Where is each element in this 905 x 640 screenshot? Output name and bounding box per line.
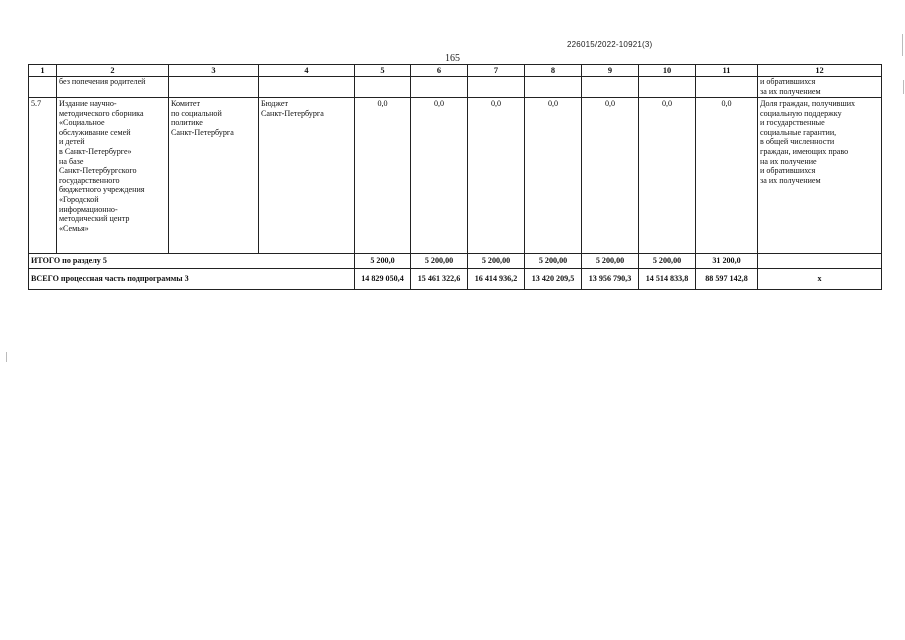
grand-total-value-cell: 13 420 209,5 [525, 269, 582, 290]
scan-edge-mark [903, 80, 904, 94]
executor-cell: Комитет по социальной политике Санкт-Петербурга [169, 98, 259, 254]
grand-total-label: ВСЕГО процессная часть подпрограммы 3 [29, 269, 355, 290]
table-cell [411, 77, 468, 98]
table-cell [758, 254, 882, 269]
not-applicable-cell: х [758, 269, 882, 290]
table-cell [696, 77, 758, 98]
table-cell [582, 77, 639, 98]
table-cell [639, 77, 696, 98]
scan-edge-mark [6, 352, 7, 362]
column-number: 2 [57, 65, 169, 77]
indicator-cell: Доля граждан, получивших социальную поддержку и государственные социальные гарантии, в общей численности граждан, имеющих право на их получение и обратившихся за их получением [758, 98, 882, 254]
grand-total-row [29, 269, 882, 290]
table-cell [29, 77, 57, 98]
column-number: 11 [696, 65, 758, 77]
table-cell [525, 77, 582, 98]
grand-total-value-cell: 16 414 936,2 [468, 269, 525, 290]
grand-total-value-cell: 15 461 322,6 [411, 269, 468, 290]
total-value-cell: 5 200,00 [639, 254, 696, 269]
value-cell: 0,0 [525, 98, 582, 254]
page-number: 165 [445, 53, 460, 64]
column-number: 6 [411, 65, 468, 77]
value-cell: 0,0 [411, 98, 468, 254]
table-cell [259, 77, 355, 98]
section-total-row [29, 254, 882, 269]
section-total-label: ИТОГО по разделу 5 [29, 254, 355, 269]
column-number: 3 [169, 65, 259, 77]
continuation-row [29, 77, 882, 98]
value-cell: 0,0 [355, 98, 411, 254]
total-value-cell: 5 200,00 [411, 254, 468, 269]
funding-source-cell: Бюджет Санкт-Петербурга [259, 98, 355, 254]
table-cell [169, 77, 259, 98]
column-number: 5 [355, 65, 411, 77]
total-value-cell: 5 200,0 [355, 254, 411, 269]
column-number: 7 [468, 65, 525, 77]
value-cell: 0,0 [639, 98, 696, 254]
grand-total-value-cell: 14 514 833,8 [639, 269, 696, 290]
column-number: 12 [758, 65, 882, 77]
document-registration-number: 226015/2022-10921(3) [567, 40, 653, 49]
table-cell [355, 77, 411, 98]
column-number: 9 [582, 65, 639, 77]
value-cell: 0,0 [696, 98, 758, 254]
table-cell [468, 77, 525, 98]
continued-indicator-cell: и обратившихся за их получением [758, 77, 882, 98]
grand-total-value-cell: 13 956 790,3 [582, 269, 639, 290]
value-cell: 0,0 [468, 98, 525, 254]
continued-name-cell: без попечения родителей [57, 77, 169, 98]
grand-total-value-cell: 88 597 142,8 [696, 269, 758, 290]
table-row-5-7 [29, 98, 882, 254]
value-cell: 0,0 [582, 98, 639, 254]
scan-edge-mark [902, 34, 903, 56]
column-number-row [29, 65, 882, 77]
total-value-cell: 5 200,00 [468, 254, 525, 269]
total-value-cell: 31 200,0 [696, 254, 758, 269]
row-number-cell: 5.7 [29, 98, 57, 254]
column-number: 1 [29, 65, 57, 77]
grand-total-value-cell: 14 829 050,4 [355, 269, 411, 290]
column-number: 10 [639, 65, 696, 77]
budget-table [28, 64, 882, 290]
column-number: 4 [259, 65, 355, 77]
column-number: 8 [525, 65, 582, 77]
total-value-cell: 5 200,00 [525, 254, 582, 269]
total-value-cell: 5 200,00 [582, 254, 639, 269]
activity-name-cell: Издание научно- методического сборника «Социальное обслуживание семей и детей в Санкт-Петербурге» на базе Санкт-Петербургского государственного бюджетного учреждения «Городской информационно- методический центр «Семья» [57, 98, 169, 254]
